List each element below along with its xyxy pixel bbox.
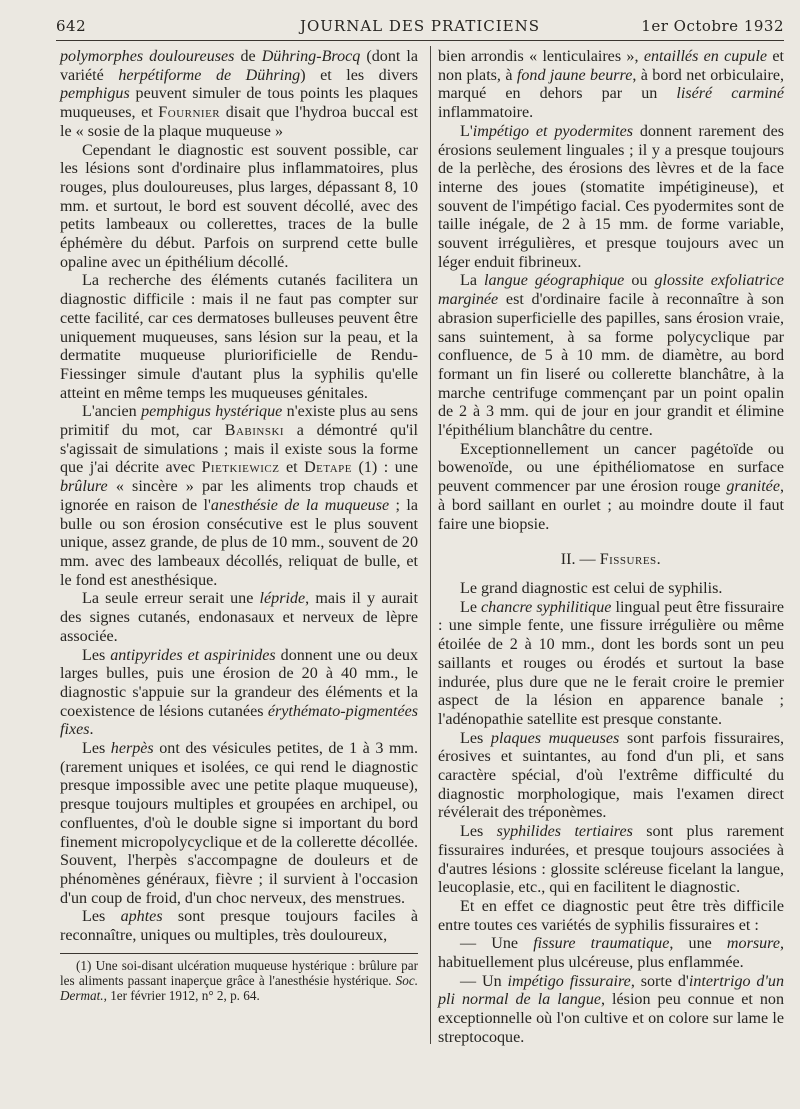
paragraph: Et en effet ce diagnostic peut être très difficile entre toutes ces variétés de syphilis fissuraires et : [438,897,784,934]
page-number: 642 [56,17,87,35]
paragraph: L'impétigo et pyodermites donnent rarement des érosions seulement linguales ; il y a presque toujours de la perlèche, des érosions des lèvres et de la face interne des joues (stomatite impétigineuse), et souvent de l'impétigo facial. Ces pyodermites sont de taille inégale, de 2 à 15 mm. de forme variable, souvent irrégulières, et presque toujours avec un léger enduit fibrineux. [438,122,784,271]
paragraph: Exceptionnellement un cancer pagétoïde ou bowenoïde, ou une épithéliomatose en surface peuvent commencer par une érosion rouge granitée, à bord saillant en ourlet ; au moindre doute il faut faire une biopsie. [438,440,784,533]
author-name: Detape [304,459,353,477]
paragraph: La recherche des éléments cutanés facilitera un diagnostic difficile : mais il ne faut pas compter sur cette facilité, car ces dermatoses bulleuses peuvent être uniquement muqueuses, sans lésion sur la peau, et la dermatite muqueuse pluriorificielle de Rendu-Fiessinger simule d'autant plus la syphilis qu'elle atteint en même temps les muqueuses génitales. [60,272,418,402]
paragraph: Les syphilides tertiaires sont plus rarement fissuraires indurées, et presque toujours associées à d'autres lésions : glossite scléreuse ficelant la langue, leucoplasie, etc., qui en facilitent le diagnostic. [438,823,784,897]
paragraph: Le grand diagnostic est celui de syphilis. [460,579,723,597]
paragraph: La seule erreur serait une lépride, mais il y aurait des signes cutanés, endonasaux et nerveux de lèpre associée. [60,590,418,645]
paragraph: La langue géographique ou glossite exfoliatrice marginée est d'ordinaire facile à reconnaître à son abrasion superficielle des papilles, sans érosion vraie, sans suintement, à sa forme polycyclique par confluence, de 5 à 10 mm. de diamètre, au bord formant un fin liseré ou collerette blanchâtre, à la marche centrifuge commençant par un point opalin de 2 à 3 mm. qui de jour en jour grandit et élimine l'épithélium blanchâtre du centre. [438,272,784,440]
journal-title: JOURNAL DES PRATICIENS [299,17,541,35]
column-divider [430,46,431,1044]
paragraph: Les antipyrides et aspirinides donnent une ou deux larges bulles, puis une érosion de 20 à 40 mm., le diagnostic s'appuie sur la grandeur des éléments et la coexistence de lésions cutanées érythémato-pigmentées fixes. [60,646,418,739]
paragraph: Le chancre syphilitique lingual peut être fissuraire : une simple fente, une fissure irrégulière ou même étoilée de 2 à 10 mm., dont les bords sont un peu saillants et rouges ou érodés et surtout la base indurée, plus dure que ne le ferait croire le premier aspect de la lésion en apparence banale ; l'adénopathie satellite est presque constante. [438,598,785,728]
paragraph: — Un impétigo fissuraire, sorte d'intertrigo d'un pli normal de la langue, lésion peu connue et non exceptionnelle où l'on cultive et on colore sur lame le streptocoque. [438,972,784,1046]
paragraph: — Une fissure traumatique, une morsure, habituellement plus ulcéreuse, plus enflammée. [438,935,785,972]
paragraph: Les herpès ont des vésicules petites, de 1 à 3 mm. (rarement uniques et isolées, ce qui rend le diagnostic presque impossible avec une petite plaque muqueuse), presque toujours multiples et groupées en archipel, ou confluentes, d'où le double signe si important du bord finement micropolycyclique et de la collerette décollée. Souvent, l'herpès s'accompagne de douleurs et de phénomènes généraux, fièvre ; il survient à l'occasion d'un coup de froid, d'un choc nerveux, des menstrues. [60,740,418,907]
footnote-rule [60,953,418,954]
paragraph: Les aphtes sont presque toujours faciles à reconnaître, uniques ou multiples, très douloureux, [60,908,418,945]
author-name: Fournier [158,104,221,122]
section-heading: II. — Fissures. [560,551,662,569]
author-name: Babinski [224,422,285,440]
paragraph: polymorphes douloureuses de Dühring-Brocq (dont la variété herpétiforme de Dühring) et les divers pemphigus peuvent simuler de tous points les plaques muqueuses, et Fournier disait que l'hydroa buccal est le « sosie de la plaque muqueuse » [60,48,419,140]
paragraph: Cependant le diagnostic est souvent possible, car les lésions sont d'ordinaire plus inflammatoires, plus rouges, plus douloureuses, plus larges, dépassant 8, 10 mm. et surtout, le bord est souvent décollé, avec des petits lambeaux ou collerettes, traces de la bulle éphémère du début. Parfois on surprend cette bulle opaline avec un épithélium décollé. [60,141,418,271]
footnote [60,958,418,1003]
left-column [60,48,418,946]
author-name: Pietkiewicz [201,459,280,477]
paragraph: Les plaques muqueuses sont parfois fissuraires, érosives et suintantes, au fond d'un pli, et sans caractère spécial, d'où l'extrême difficulté du diagnostic morphologique, mais l'examen direct révélerait des tréponèmes. [438,729,785,822]
paragraph: bien arrondis « lenticulaires », entaillés en cupule et non plats, à fond jaune beurre, à bord net orbiculaire, marqué en dehors par un liséré carminé inflammatoire. [438,48,785,122]
right-column [438,48,784,1048]
issue-date: 1er Octobre 1932 [641,17,784,35]
header-rule [56,40,784,41]
paragraph: L'ancien pemphigus hystérique n'existe plus au sens primitif du mot, car Babinski a démontré qu'il s'agissait de simulations ; mais il existe sous la forme que j'ai décrite avec Pietkiewicz et Detape (1) : une brûlure « sincère » par les aliments trop chauds et ignorée en raison de l'anesthésie de la muqueuse ; la bulle ou son érosion consécutive est le plus souvent unique, assez grande, de plus de 10 mm., souvent de 20 mm. avec des lambeaux décollés, reliquat de bulle, et le fond est anesthésique. [60,403,418,589]
running-header [56,17,784,39]
footnote-text: (1) Une soi-disant ulcération muqueuse hystérique : brûlure par les aliments passant inaperçue grâce à l'anesthésie hystérique. Soc. Dermat., 1er février 1912, n° 2, p. 64. [60,958,418,1003]
